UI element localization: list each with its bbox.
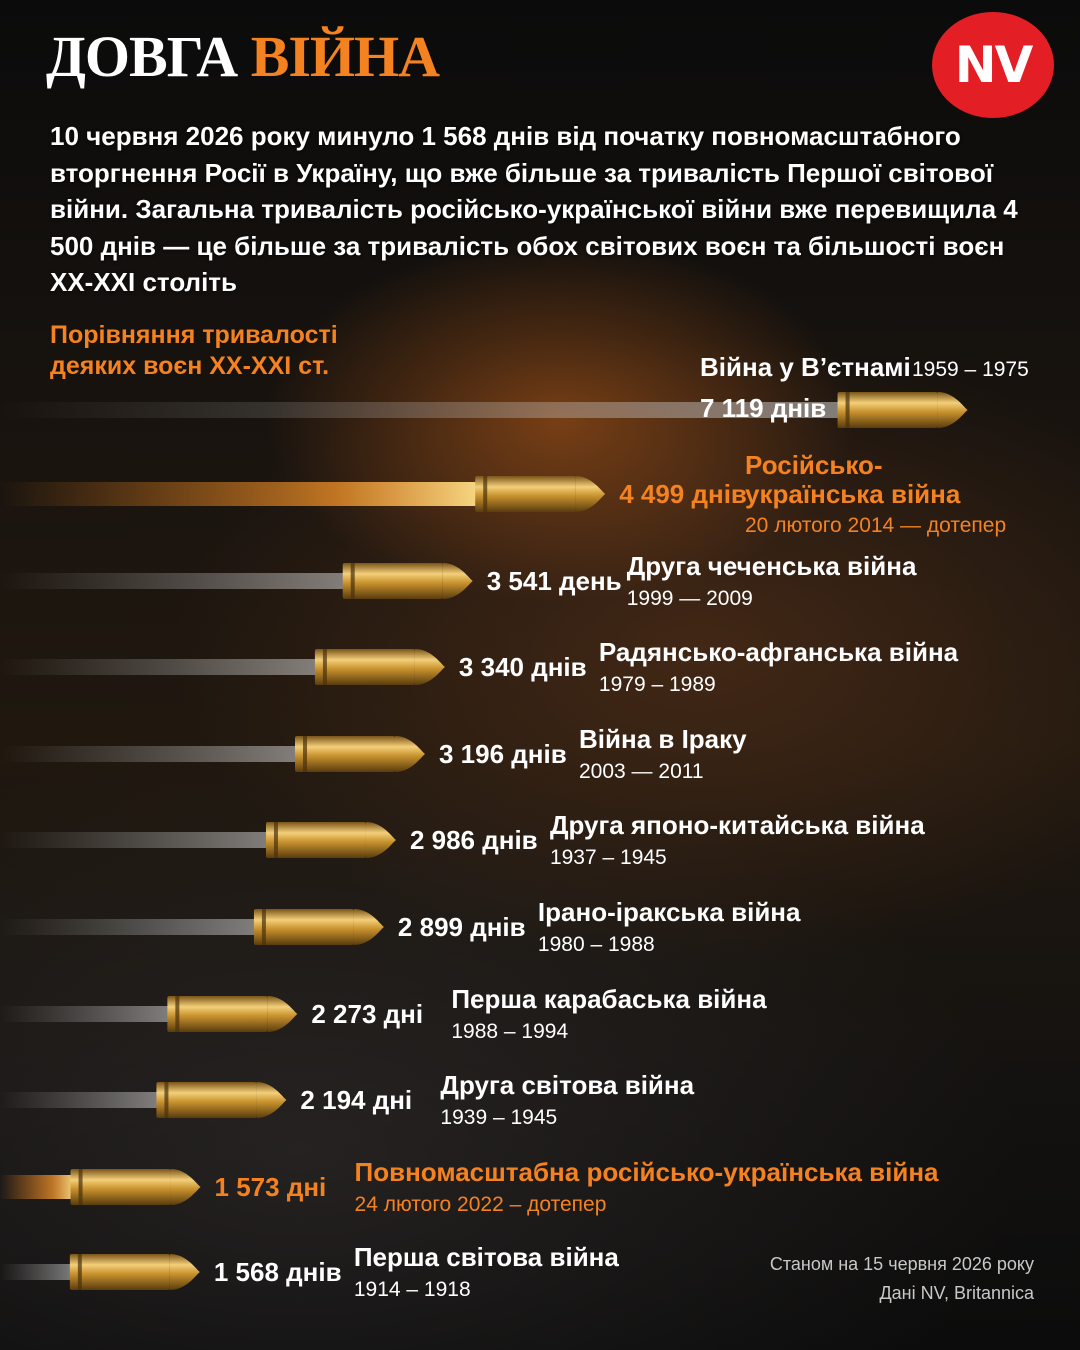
bullet-trail xyxy=(0,659,319,675)
lead-text: 10 червня 2026 року минуло 1 568 днів від початку повномасштабного вторгнення Росії в Україну, що вже більше за тривалість Першої світової війни. Загальна тривалість російсько-української війни вже перевищила 4 500 днів — це більше за тривалість обох світових воєн та більшості воєн XX-XXI століть xyxy=(50,121,1018,297)
bullet-trail xyxy=(0,832,270,848)
bullet-body xyxy=(167,996,267,1032)
bullet-groove xyxy=(323,649,327,685)
bullet-trail xyxy=(0,1006,171,1022)
bullet-groove xyxy=(175,996,179,1032)
bar-8 xyxy=(0,984,767,1043)
bar-years: 1914 – 1918 xyxy=(353,1278,471,1301)
bar-name: Перша карабаська війна xyxy=(451,984,767,1014)
bar-value-label: 1 573 дні xyxy=(214,1172,327,1202)
bullet-nose xyxy=(415,649,445,685)
bar-name: Ірано-іракська війна xyxy=(537,897,801,927)
bullet-nose xyxy=(575,476,605,512)
bullet-groove xyxy=(483,476,487,512)
bullet-nose xyxy=(366,822,396,858)
bar-years: 1939 – 1945 xyxy=(440,1106,558,1129)
bullet-groove xyxy=(262,909,266,945)
bullet-trail xyxy=(0,482,479,506)
bullet-groove xyxy=(274,822,278,858)
bullet-nose xyxy=(443,563,473,599)
bar-name: Війна в Іраку xyxy=(579,724,747,754)
bullet-trail xyxy=(0,746,299,762)
bar-value-label: 2 899 днів xyxy=(397,912,526,942)
bar-name: Друга світова війна xyxy=(440,1070,695,1100)
bullet-body xyxy=(295,736,395,772)
bar-years: 1959 – 1975 xyxy=(912,358,1029,381)
bullet-trail xyxy=(0,1264,74,1280)
bar-value-label: 2 986 днів xyxy=(409,825,538,855)
bar-years: 20 лютого 2014 — дотепер xyxy=(745,514,1007,537)
bar-value-label: 3 196 днів xyxy=(439,739,567,769)
bar-name: Повномасштабна російсько-українська війна xyxy=(354,1157,939,1187)
bar-name: Друга японо-китайська війна xyxy=(549,810,925,840)
chart-subtitle: Порівняння тривалості деяких воєн XX-XXI ст. xyxy=(50,321,338,380)
bar-years: 24 лютого 2022 – дотепер xyxy=(354,1193,607,1216)
bullet-body xyxy=(343,563,443,599)
bullet-nose xyxy=(354,909,384,945)
bullet-body xyxy=(156,1082,256,1118)
bullet-groove xyxy=(79,1169,83,1205)
bar-5 xyxy=(0,724,747,783)
bar-years: 1999 — 2009 xyxy=(626,587,753,610)
bar-name-line: Російсько- xyxy=(745,450,883,480)
source-data: Дані NV, Britannica xyxy=(879,1283,1034,1303)
bar-value-label: 3 541 день xyxy=(486,566,622,596)
bar-years: 1979 – 1989 xyxy=(598,673,716,696)
bar-name: Друга чеченська війна xyxy=(626,551,917,581)
bullet-trail xyxy=(0,919,258,935)
bullet-nose xyxy=(256,1082,286,1118)
bar-value-label: 1 568 днів xyxy=(213,1257,342,1287)
bar-years: 1937 – 1945 xyxy=(549,846,667,869)
nv-logo: NV xyxy=(932,12,1054,118)
bullet-body xyxy=(838,392,938,428)
bullet-groove xyxy=(351,563,355,599)
bar-name: Війна у В’єтнамі xyxy=(700,352,911,382)
bullet-groove xyxy=(303,736,307,772)
bullet-trail xyxy=(0,573,347,589)
bullet-nose xyxy=(267,996,297,1032)
bar-years: 1980 – 1988 xyxy=(537,933,655,956)
title-part-1: ДОВГА xyxy=(46,24,238,89)
bullet-body xyxy=(71,1169,171,1205)
bar-11 xyxy=(0,1242,619,1301)
bar-value-label: 3 340 днів xyxy=(458,652,587,682)
bar-value-label: 2 273 дні xyxy=(311,999,424,1029)
bar-4 xyxy=(0,637,959,696)
bar-name: Радянсько-афганська війна xyxy=(598,637,959,667)
bullet-nose xyxy=(395,736,425,772)
bar-1 xyxy=(0,352,1029,428)
bar-value-label: 2 194 дні xyxy=(300,1085,413,1115)
bar-name: Перша світова війна xyxy=(353,1242,619,1272)
bar-years: 1988 – 1994 xyxy=(451,1020,569,1043)
bullet-trail xyxy=(0,1092,160,1108)
bullet-nose xyxy=(171,1169,201,1205)
bullet-groove xyxy=(846,392,850,428)
bar-value-label: 7 119 днів xyxy=(700,393,827,423)
bullet-groove xyxy=(78,1254,82,1290)
bullet-body xyxy=(266,822,366,858)
source-block xyxy=(770,1250,1034,1308)
bullet-groove xyxy=(164,1082,168,1118)
source-date: Станом на 15 червня 2026 року xyxy=(769,1254,1034,1274)
bullet-body xyxy=(254,909,354,945)
bullet-body xyxy=(475,476,575,512)
bullet-body xyxy=(70,1254,170,1290)
bar-10 xyxy=(0,1157,939,1216)
bullet-nose xyxy=(938,392,968,428)
bar-9 xyxy=(0,1070,695,1129)
bar-3 xyxy=(0,551,917,610)
bullet-body xyxy=(315,649,415,685)
bar-name-line: українська війна xyxy=(745,479,961,509)
bar-value-label: 4 499 днів xyxy=(619,479,747,509)
bar-6 xyxy=(0,810,925,869)
bar-years: 2003 — 2011 xyxy=(579,760,704,783)
title-part-2: ВІЙНА xyxy=(250,24,440,89)
bullet-trail xyxy=(0,1175,75,1199)
bar-2 xyxy=(0,450,1006,537)
bullet-nose xyxy=(170,1254,200,1290)
bar-7 xyxy=(0,897,801,956)
